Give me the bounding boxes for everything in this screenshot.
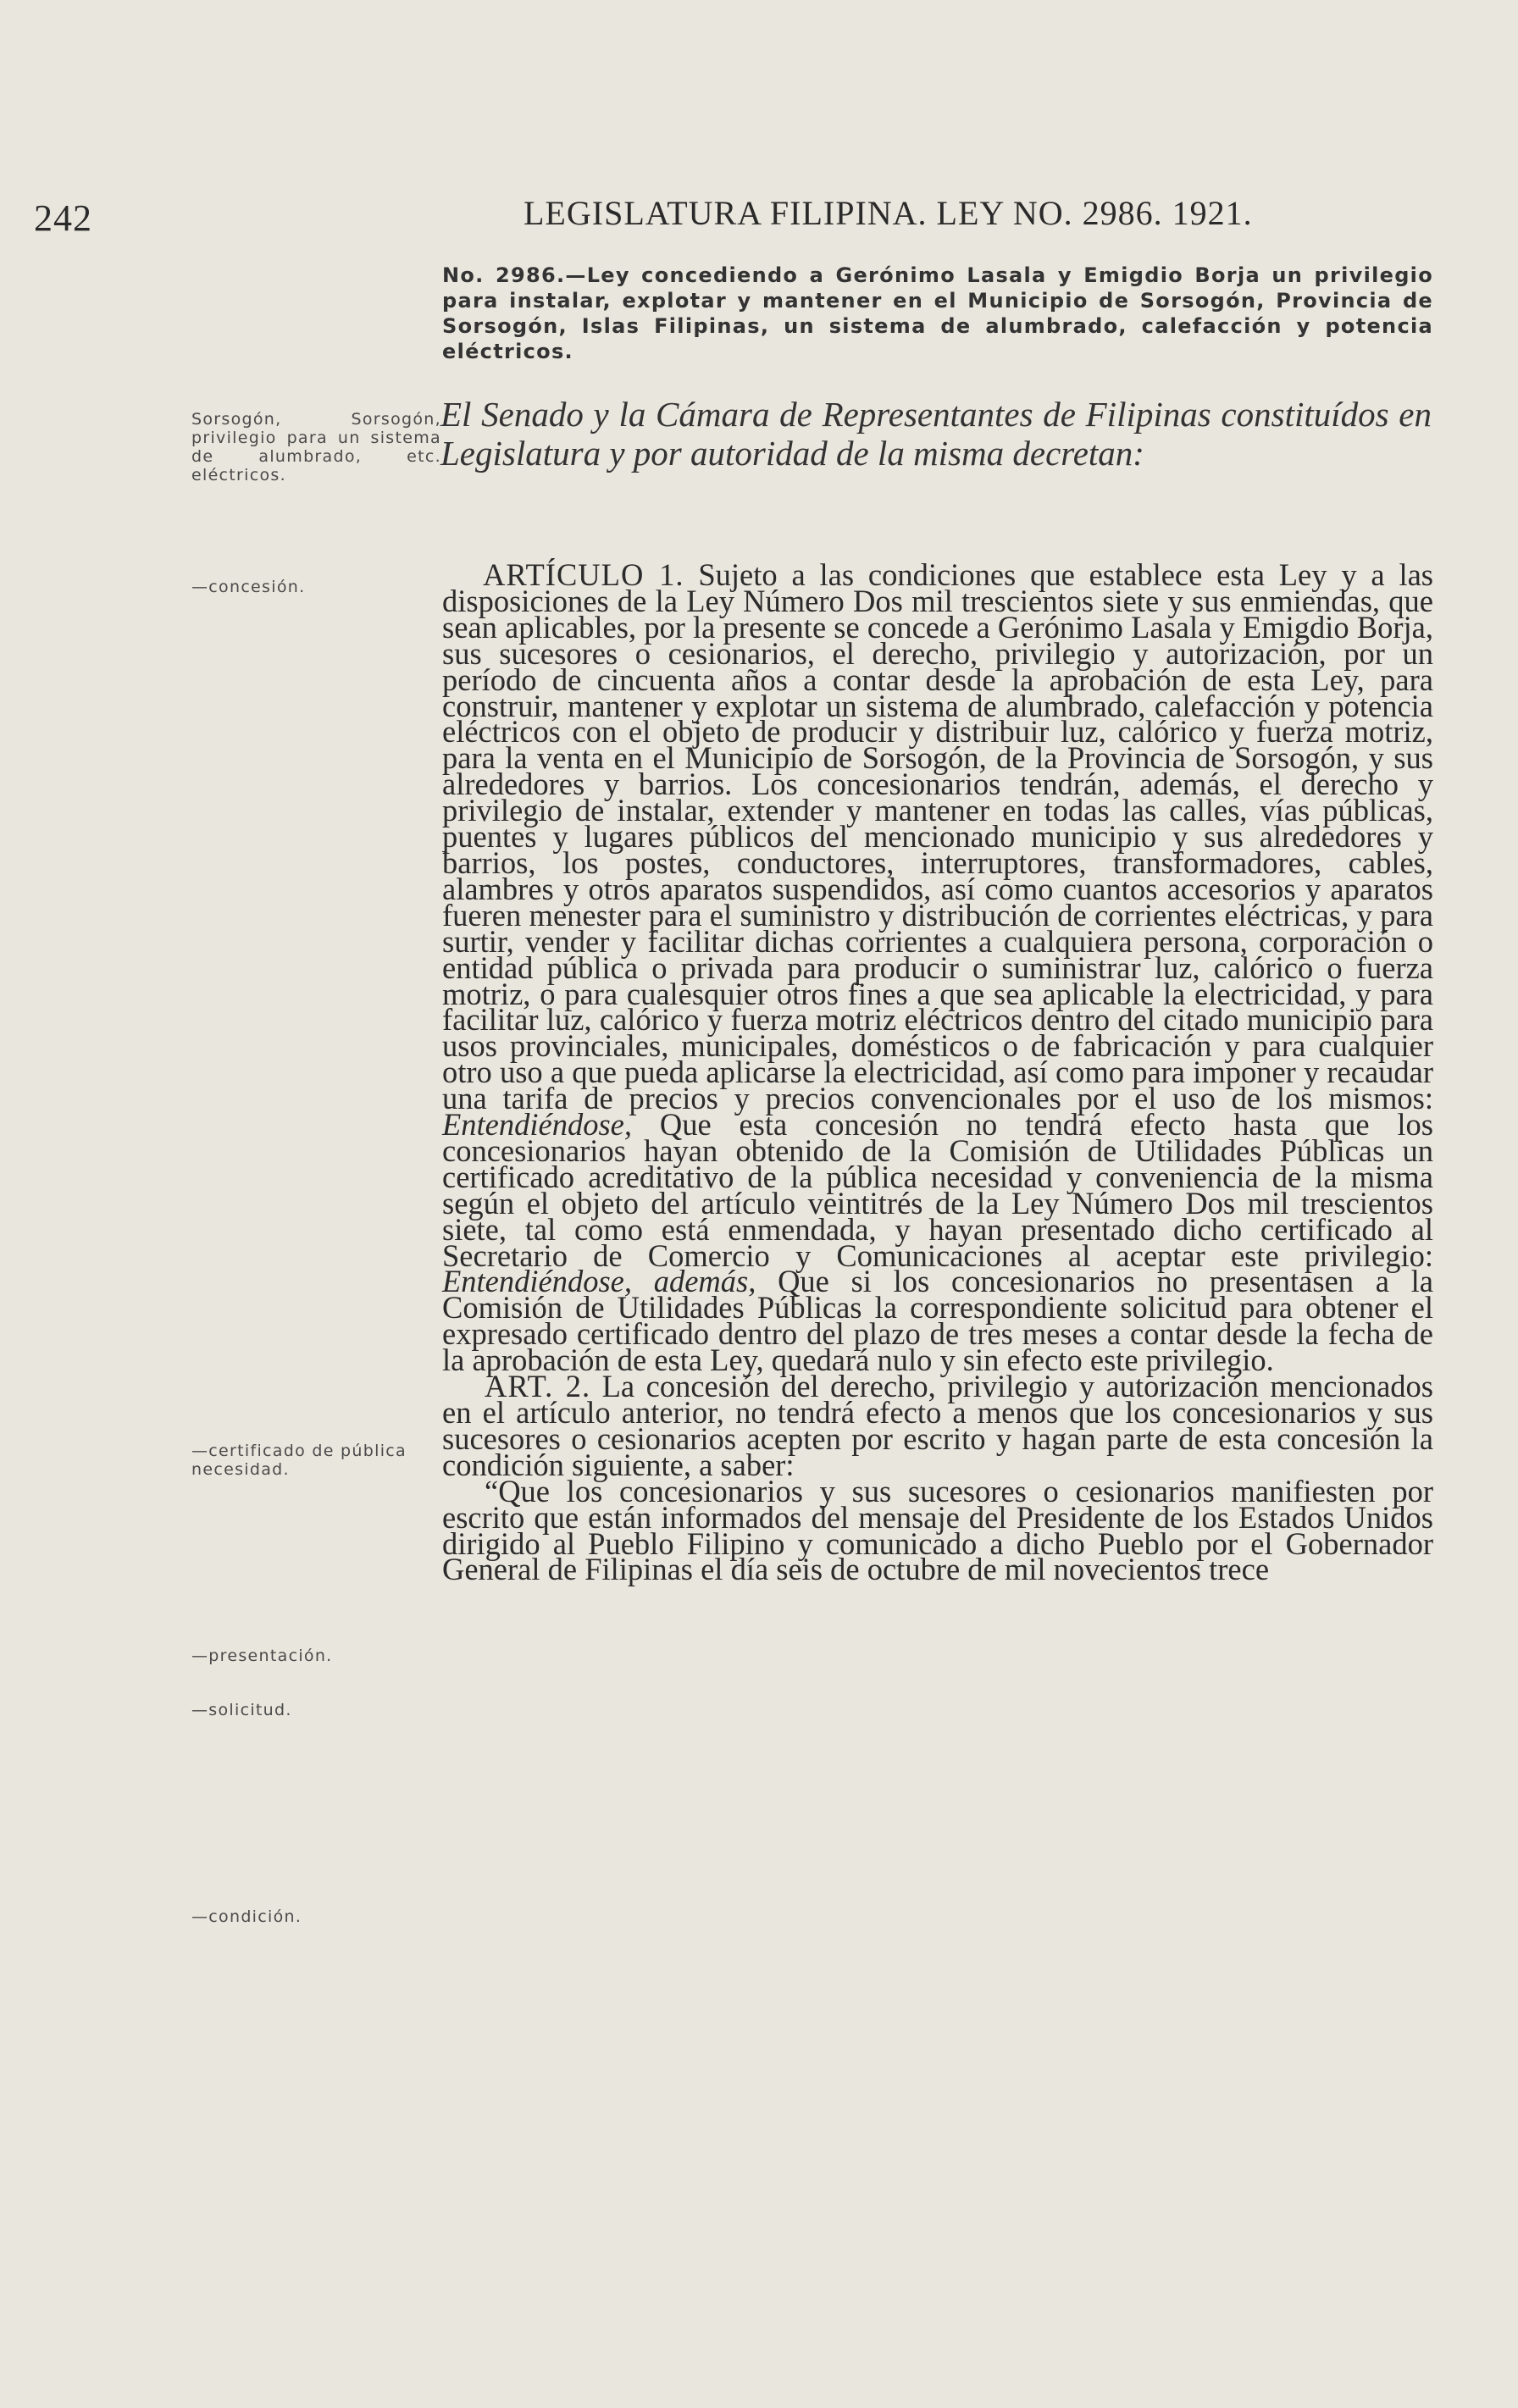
condition-quote: “Que los concesionarios y sus sucesores o cesionarios manifiesten por escrito que están informados del mensaje del Presidente de los Estados Unidos dirigido al Pueblo Filipino y comunicado a dicho Pueblo por el Gobernador General de Filipinas el día seis de octubre de mil novecientos trece: [442, 1473, 1433, 1587]
page-number: 242: [34, 197, 92, 239]
margin-note-certificado: —certificado de pública necesidad.: [191, 1442, 407, 1479]
article-1-proviso-2: Entendiéndose, además,: [442, 1264, 756, 1299]
article-1-proviso-1: Entendiéndose,: [442, 1107, 633, 1143]
article-1: [442, 557, 1433, 1378]
article-1-text-a: Sujeto a las condiciones que establece esta Ley y a las disposiciones de la Ley Número Dos mil trescientos siete y sus enmiendas, que sean aplicables, por la presente se concede a Gerónimo Lasala y Emigdio Borja, sus sucesores o cesionarios, el derecho, privilegio y autorización, por un período de cincuenta años a contar desde la aprobación de esta Ley, para construir, mantener y explotar un sistema de alumbrado, calefacción y potencia eléctricos con el objeto de producir y distribuir luz, calórico y fuerza motriz, para la venta en el Municipio de Sorsogón, de la Provincia de Sorsogón, y sus alrededores y barrios. Los concesionarios tendrán, además, el derecho y privilegio de instalar, extender y mantener en todas las calles, vías públicas, puentes y lugares públicos del mencionado municipio y sus alrededores y barrios, los postes, conductores, interruptores, transformadores, cables, alambres y otros aparatos suspendidos, así como cuantos accesorios y aparatos fueren menester para el suministro y distribución de corrientes eléctricas, y para surtir, vender y facilitar dichas corrientes a cualquiera persona, corporación o entidad pública o privada para producir o suministrar luz, calórico o fuerza motriz, o para cualesquier otros fines a que sea aplicable la electricidad, y para facilitar luz, calórico y fuerza motriz eléctricos dentro del citado municipio para usos provinciales, municipales, domésticos o de fabricación y para cualquier otro uso a que pueda aplicarse la electricidad, así como para imponer y recaudar una tarifa de precios y precios convencionales por el uso de los mismos:: [442, 557, 1433, 1116]
act-caption: [442, 263, 1433, 364]
margin-note-solicitud: —solicitud.: [191, 1701, 292, 1719]
body-text: [442, 557, 1433, 1587]
enacting-clause: [440, 395, 1432, 473]
article-1-text-b: Que esta concesión no tendrá efecto hasta que los concesionarios hayan obtenido de la Comisión de Utilidades Públicas un certificado acreditativo de la pública necesidad y conveniencia de la misma según el objeto del artículo veintitrés de la Ley Número Dos mil trescientos siete, tal como está enmendada, y hayan presentado dicho certificado al Secretario de Comercio y Comunicaciones al aceptar este privilegio:: [442, 1107, 1433, 1273]
running-head: LEGISLATURA FILIPINA. LEY NO. 2986. 1921.: [524, 194, 1253, 232]
margin-note-condicion: —condición.: [191, 1907, 302, 1926]
article-2-label: ART. 2.: [485, 1369, 591, 1404]
enacting-clause-text: El Senado y la Cámara de Representantes de Filipinas constituídos en Legislatura y por autoridad de la misma decretan:: [440, 395, 1432, 473]
article-2-text: La concesión del derecho, privilegio y autorización mencionados en el artículo anterior, no tendrá efecto a menos que los concesionarios y sus sucesores o cesionarios acepten por escrito y hagan parte de esta concesión la condición siguiente, a saber:: [442, 1369, 1433, 1482]
margin-note-concesion: —concesión.: [191, 578, 306, 596]
margin-note-subject: Sorsogón, Sorsogón, privilegio para un sistema de alumbrado, etc. eléctricos.: [191, 410, 441, 484]
article-2: [442, 1369, 1433, 1482]
act-number: No. 2986.: [442, 263, 566, 287]
article-1-label: ARTÍCULO 1.: [483, 557, 684, 592]
article-1-text-c: Que si los concesionarios no presentasen a la Comisión de Utilidades Públicas la correspondiente solicitud para obtener el expresado certificado dentro del plazo de tres meses a contar desde la fecha de la aprobación de esta Ley, quedará nulo y sin efecto este privilegio.: [442, 1264, 1433, 1378]
act-title: —Ley concediendo a Gerónimo Lasala y Emigdio Borja un privilegio para instalar, explotar y mantener en el Municipio de Sorsogón, Provincia de Sorsogón, Islas Filipinas, un sistema de alumbrado, calefacción y potencia eléctricos.: [442, 263, 1433, 363]
margin-note-presentacion: —presentación.: [191, 1647, 333, 1665]
